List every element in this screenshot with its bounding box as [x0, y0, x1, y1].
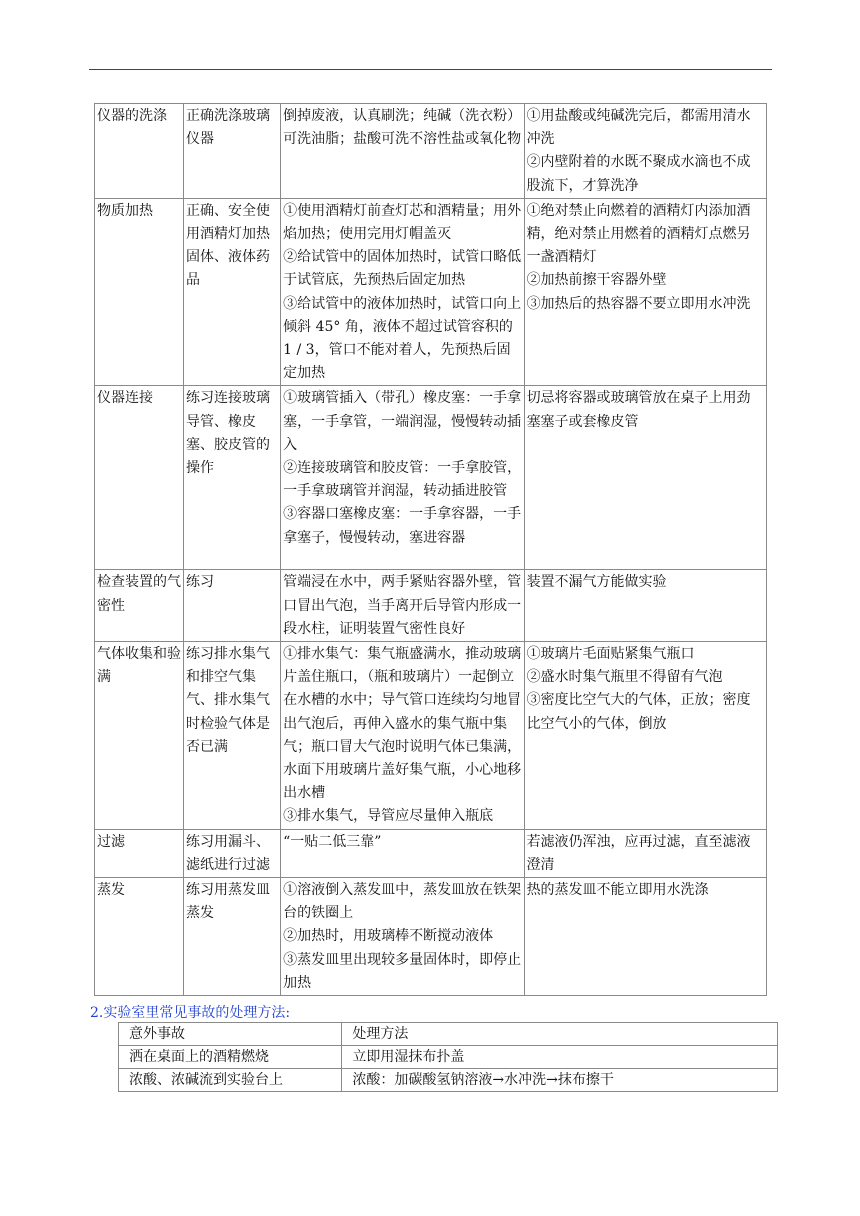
method-line: ②连接玻璃管和胶皮管：一手拿胶管，一手拿玻璃管并润湿，转动插进胶管 [283, 460, 522, 500]
row-name: 仪器连接 [95, 386, 184, 570]
row-method [281, 642, 524, 830]
note-line: ②内壁附着的水既不聚成水滴也不成股流下，才算洗净 [526, 154, 751, 194]
row-notes [524, 878, 766, 996]
table-row [95, 642, 767, 830]
row-notes [524, 642, 766, 830]
row-purpose: 练习连接玻璃导管、橡皮塞、胶皮管的操作 [183, 386, 280, 570]
method-line: ②加热时，用玻璃棒不断搅动液体 [283, 928, 494, 945]
experiment-table [94, 103, 767, 996]
row-purpose: 练习排水集气和排空气集气、排水集气时检验气体是否已满 [183, 642, 280, 830]
note-line: ②加热前擦干容器外壁 [526, 272, 667, 289]
accident-table [118, 1022, 778, 1092]
note-line: 切忌将容器或玻璃管放在桌子上用劲塞塞子或套橡皮管 [526, 390, 751, 430]
accident-cell: 浓酸、浓碱流到实验台上 [119, 1069, 342, 1092]
note-line: ①绝对禁止向燃着的酒精灯内添加酒精，绝对禁止用燃着的酒精灯点燃另一盏酒精灯 [526, 202, 751, 266]
column-header: 意外事故 [119, 1023, 342, 1046]
row-method [281, 829, 524, 877]
row-method [281, 104, 524, 199]
table-row [119, 1046, 778, 1069]
row-purpose: 练习 [183, 570, 280, 642]
method-line: ③排水集气，导管应尽量伸入瓶底 [283, 808, 494, 825]
table-header-row [119, 1023, 778, 1046]
treatment-cell: 浓酸：加碳酸氢钠溶液→水冲洗→抹布擦干 [342, 1069, 778, 1092]
table-row [95, 829, 767, 877]
note-line: ①玻璃片毛面贴紧集气瓶口 [526, 646, 695, 663]
note-line: ①用盐酸或纯碱洗完后，都需用清水冲洗 [526, 108, 751, 148]
row-method [281, 570, 524, 642]
note-line: ③加热后的热容器不要立即用水冲洗 [526, 295, 751, 312]
method-line: “一贴二低三靠” [283, 833, 382, 850]
row-name: 检查装置的气密性 [95, 570, 184, 642]
treatment-cell: 立即用湿抹布扑盖 [342, 1046, 778, 1069]
method-line: 倒掉废液，认真刷洗；纯碱（洗衣粉）可洗油脂；盐酸可洗不溶性盐或氧化物 [283, 108, 522, 148]
table-row [95, 104, 767, 199]
method-line: ③给试管中的液体加热时，试管口向上倾斜 45° 角，液体不超过试管容积的 1 / 3，管口不能对着人，先预热后固定加热 [283, 295, 522, 382]
row-name: 气体收集和验满 [95, 642, 184, 830]
table-row [95, 570, 767, 642]
note-line: 装置不漏气方能做实验 [526, 574, 667, 591]
row-method [281, 878, 524, 996]
method-line: ①排水集气：集气瓶盛满水，推动玻璃片盖住瓶口，（瓶和玻璃片）一起倒立在水槽的水中；导气管口连续均匀地冒出气泡后，再伸入盛水的集气瓶中集气；瓶口冒大气泡时说明气体已集满，水面下用玻璃片盖好集气瓶，小心地移出水槽 [283, 646, 522, 802]
table-row [119, 1069, 778, 1092]
note-line: 若滤液仍浑浊，应再过滤，直至滤液澄清 [526, 833, 751, 873]
method-line: ③蒸发皿里出现较多量固体时，即停止加热 [283, 951, 522, 991]
table-row [95, 878, 767, 996]
table-row [95, 198, 767, 386]
row-purpose: 正确、安全使用酒精灯加热固体、液体药品 [183, 198, 280, 386]
row-notes [524, 570, 766, 642]
row-method [281, 386, 524, 570]
row-notes [524, 198, 766, 386]
table-row [95, 386, 767, 570]
row-notes [524, 386, 766, 570]
note-line: ③密度比空气大的气体，正放；密度比空气小的气体，倒放 [526, 692, 751, 732]
row-purpose: 练习用蒸发皿蒸发 [183, 878, 280, 996]
method-line: 管端浸在水中，两手紧贴容器外壁，管口冒出气泡，当手离开后导管内形成一段水柱，证明装置气密性良好 [283, 574, 522, 637]
method-line: ③容器口塞橡皮塞：一手拿容器，一手拿塞子，慢慢转动，塞进容器 [283, 506, 522, 546]
method-line: ①玻璃管插入（带孔）橡皮塞：一手拿塞，一手拿管，一端润湿，慢慢转动插入 [283, 390, 522, 453]
row-name: 物质加热 [95, 198, 184, 386]
row-notes [524, 104, 766, 199]
row-name: 过滤 [95, 829, 184, 877]
accident-cell: 洒在桌面上的酒精燃烧 [119, 1046, 342, 1069]
row-notes [524, 829, 766, 877]
note-line: 热的蒸发皿不能立即用水洗涤 [526, 882, 709, 899]
method-line: ①溶液倒入蒸发皿中，蒸发皿放在铁架台的铁圈上 [283, 882, 522, 922]
row-method [281, 198, 524, 386]
column-header: 处理方法 [342, 1023, 778, 1046]
note-line: ②盛水时集气瓶里不得留有气泡 [526, 669, 723, 686]
row-name: 仪器的洗涤 [95, 104, 184, 199]
header-rule [89, 69, 772, 70]
method-line: ②给试管中的固体加热时，试管口略低于试管底，先预热后固定加热 [283, 249, 522, 289]
section-title: 2.实验室里常见事故的处理方法: [90, 1005, 291, 1021]
row-purpose: 正确洗涤玻璃仪器 [183, 104, 280, 199]
method-line: ①使用酒精灯前查灯芯和酒精量；用外焰加热；使用完用灯帽盖灭 [283, 202, 522, 243]
row-purpose: 练习用漏斗、滤纸进行过滤 [183, 829, 280, 877]
row-name: 蒸发 [95, 878, 184, 996]
